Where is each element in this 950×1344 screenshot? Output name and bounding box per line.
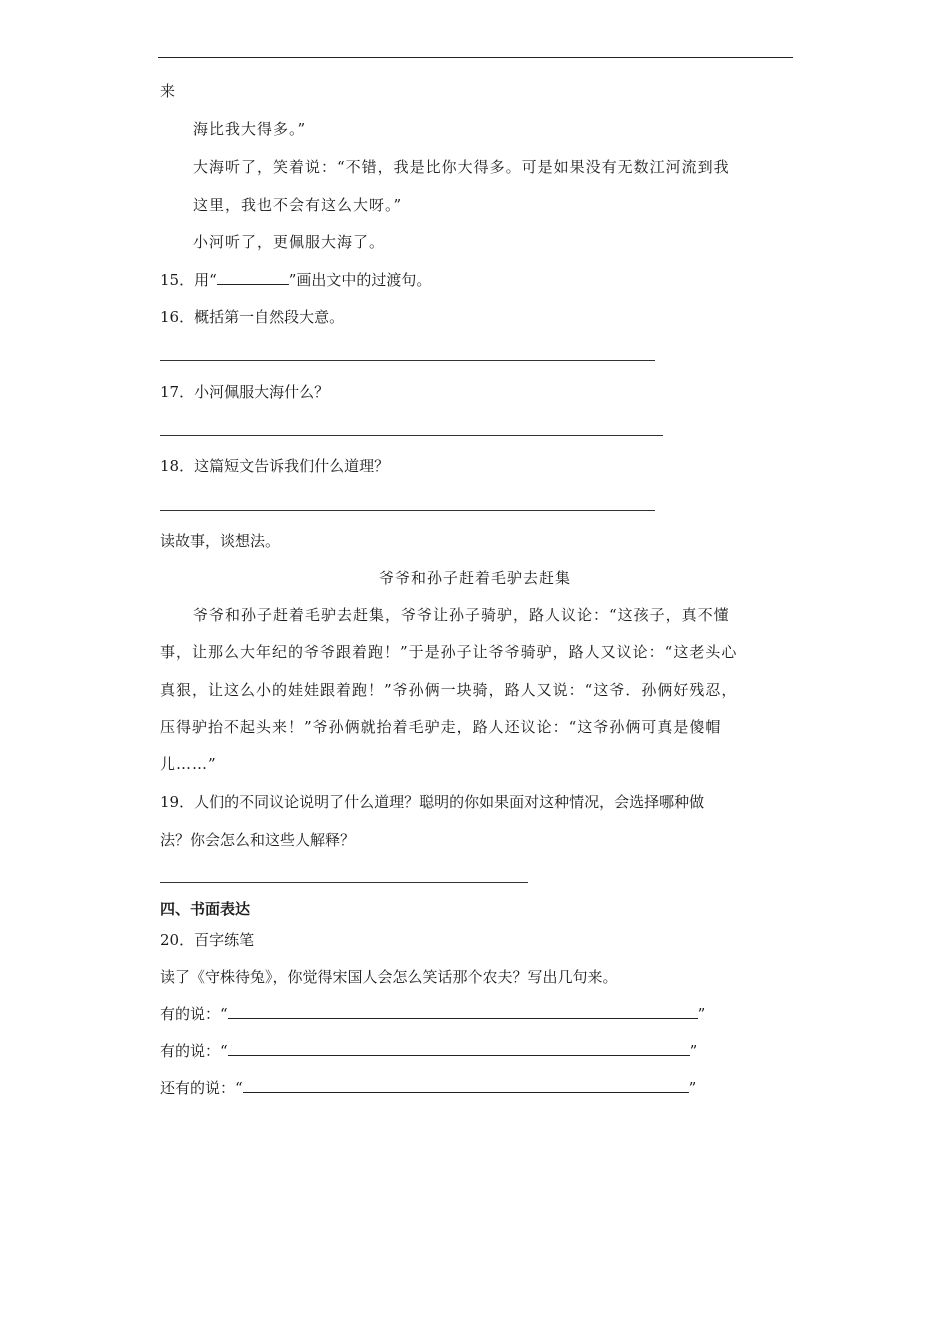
passage-line-1: 海比我大得多。” [193, 120, 307, 138]
question-16-answer-line[interactable] [160, 360, 655, 361]
question-15-number: 15． [160, 271, 195, 289]
story-line-3: 真狠，让这么小的娃娃跟着跑！”爷孙俩一块骑，路人又说：“这爷．孙俩好残忍， [160, 681, 738, 699]
question-15-blank[interactable] [217, 270, 289, 285]
question-18-number: 18． [160, 457, 195, 475]
question-17-text: 小河佩服大海什么？ [194, 383, 330, 401]
answer-row-3-label: 还有的说：“ [160, 1079, 243, 1097]
section-heading: 四、书面表达 [160, 900, 251, 918]
answer-row-3-close-quote: ” [688, 1079, 697, 1097]
question-15 [160, 269, 431, 290]
question-20 [160, 929, 254, 950]
answer-row-2-close-quote: ” [689, 1042, 698, 1060]
passage-fragment: 来 [160, 82, 177, 100]
passage-line-3: 这里，我也不会有这么大呀。” [193, 196, 403, 214]
reading-instruction: 读故事，谈想法。 [160, 532, 281, 550]
question-18 [160, 455, 389, 476]
question-20-number: 20． [160, 931, 195, 949]
question-19 [160, 791, 704, 812]
header-rule [158, 57, 793, 58]
answer-row-3-line[interactable] [243, 1078, 689, 1093]
question-16-number: 16． [160, 308, 195, 326]
question-17-number: 17． [160, 383, 195, 401]
answer-row-2-label: 有的说：“ [160, 1042, 228, 1060]
question-19-line-2: 法？你会怎么和这些人解释？ [160, 831, 356, 849]
story-line-5: 儿……” [160, 755, 217, 773]
question-20-text: 百字练笔 [194, 931, 255, 949]
question-16-text: 概括第一自然段大意。 [194, 308, 345, 326]
passage-line-2: 大海听了，笑着说：“不错，我是比你大得多。可是如果没有无数江河流到我 [193, 158, 730, 176]
answer-row-1-line[interactable] [228, 1004, 698, 1019]
question-19-answer-line[interactable] [160, 882, 528, 883]
question-18-text: 这篇短文告诉我们什么道理？ [194, 457, 390, 475]
question-18-answer-line[interactable] [160, 510, 655, 511]
answer-row-3 [160, 1077, 696, 1098]
answer-row-1-close-quote: ” [697, 1005, 706, 1023]
question-19-number: 19． [160, 793, 195, 811]
answer-row-1 [160, 1003, 705, 1024]
question-16 [160, 306, 344, 327]
answer-row-2-line[interactable] [228, 1041, 690, 1056]
story-line-4: 压得驴抬不起头来！”爷孙俩就抬着毛驴走，路人还议论：“这爷孙俩可真是傻帽 [160, 718, 722, 736]
question-20-prompt: 读了《守株待兔》，你觉得宋国人会怎么笑话那个农夫？写出几句来。 [160, 968, 618, 986]
story-line-1: 爷爷和孙子赶着毛驴去赶集，爷爷让孙子骑驴，路人议论：“这孩子，真不懂 [193, 606, 730, 624]
question-15-suffix: ”画出文中的过渡句。 [288, 271, 432, 289]
answer-row-2 [160, 1040, 697, 1061]
story-title: 爷爷和孙子赶着毛驴去赶集 [378, 569, 571, 587]
question-17 [160, 381, 329, 402]
story-line-2: 事，让那么大年纪的爷爷跟着跑！”于是孙子让爷爷骑驴，路人又议论：“这老头心 [160, 643, 738, 661]
passage-line-4: 小河听了，更佩服大海了。 [193, 233, 386, 251]
question-15-prefix: 用“ [194, 271, 217, 289]
question-17-answer-line[interactable] [160, 435, 663, 436]
answer-row-1-label: 有的说：“ [160, 1005, 228, 1023]
question-19-line-1: 人们的不同议论说明了什么道理？聪明的你如果面对这种情况，会选择哪种做 [194, 793, 705, 811]
